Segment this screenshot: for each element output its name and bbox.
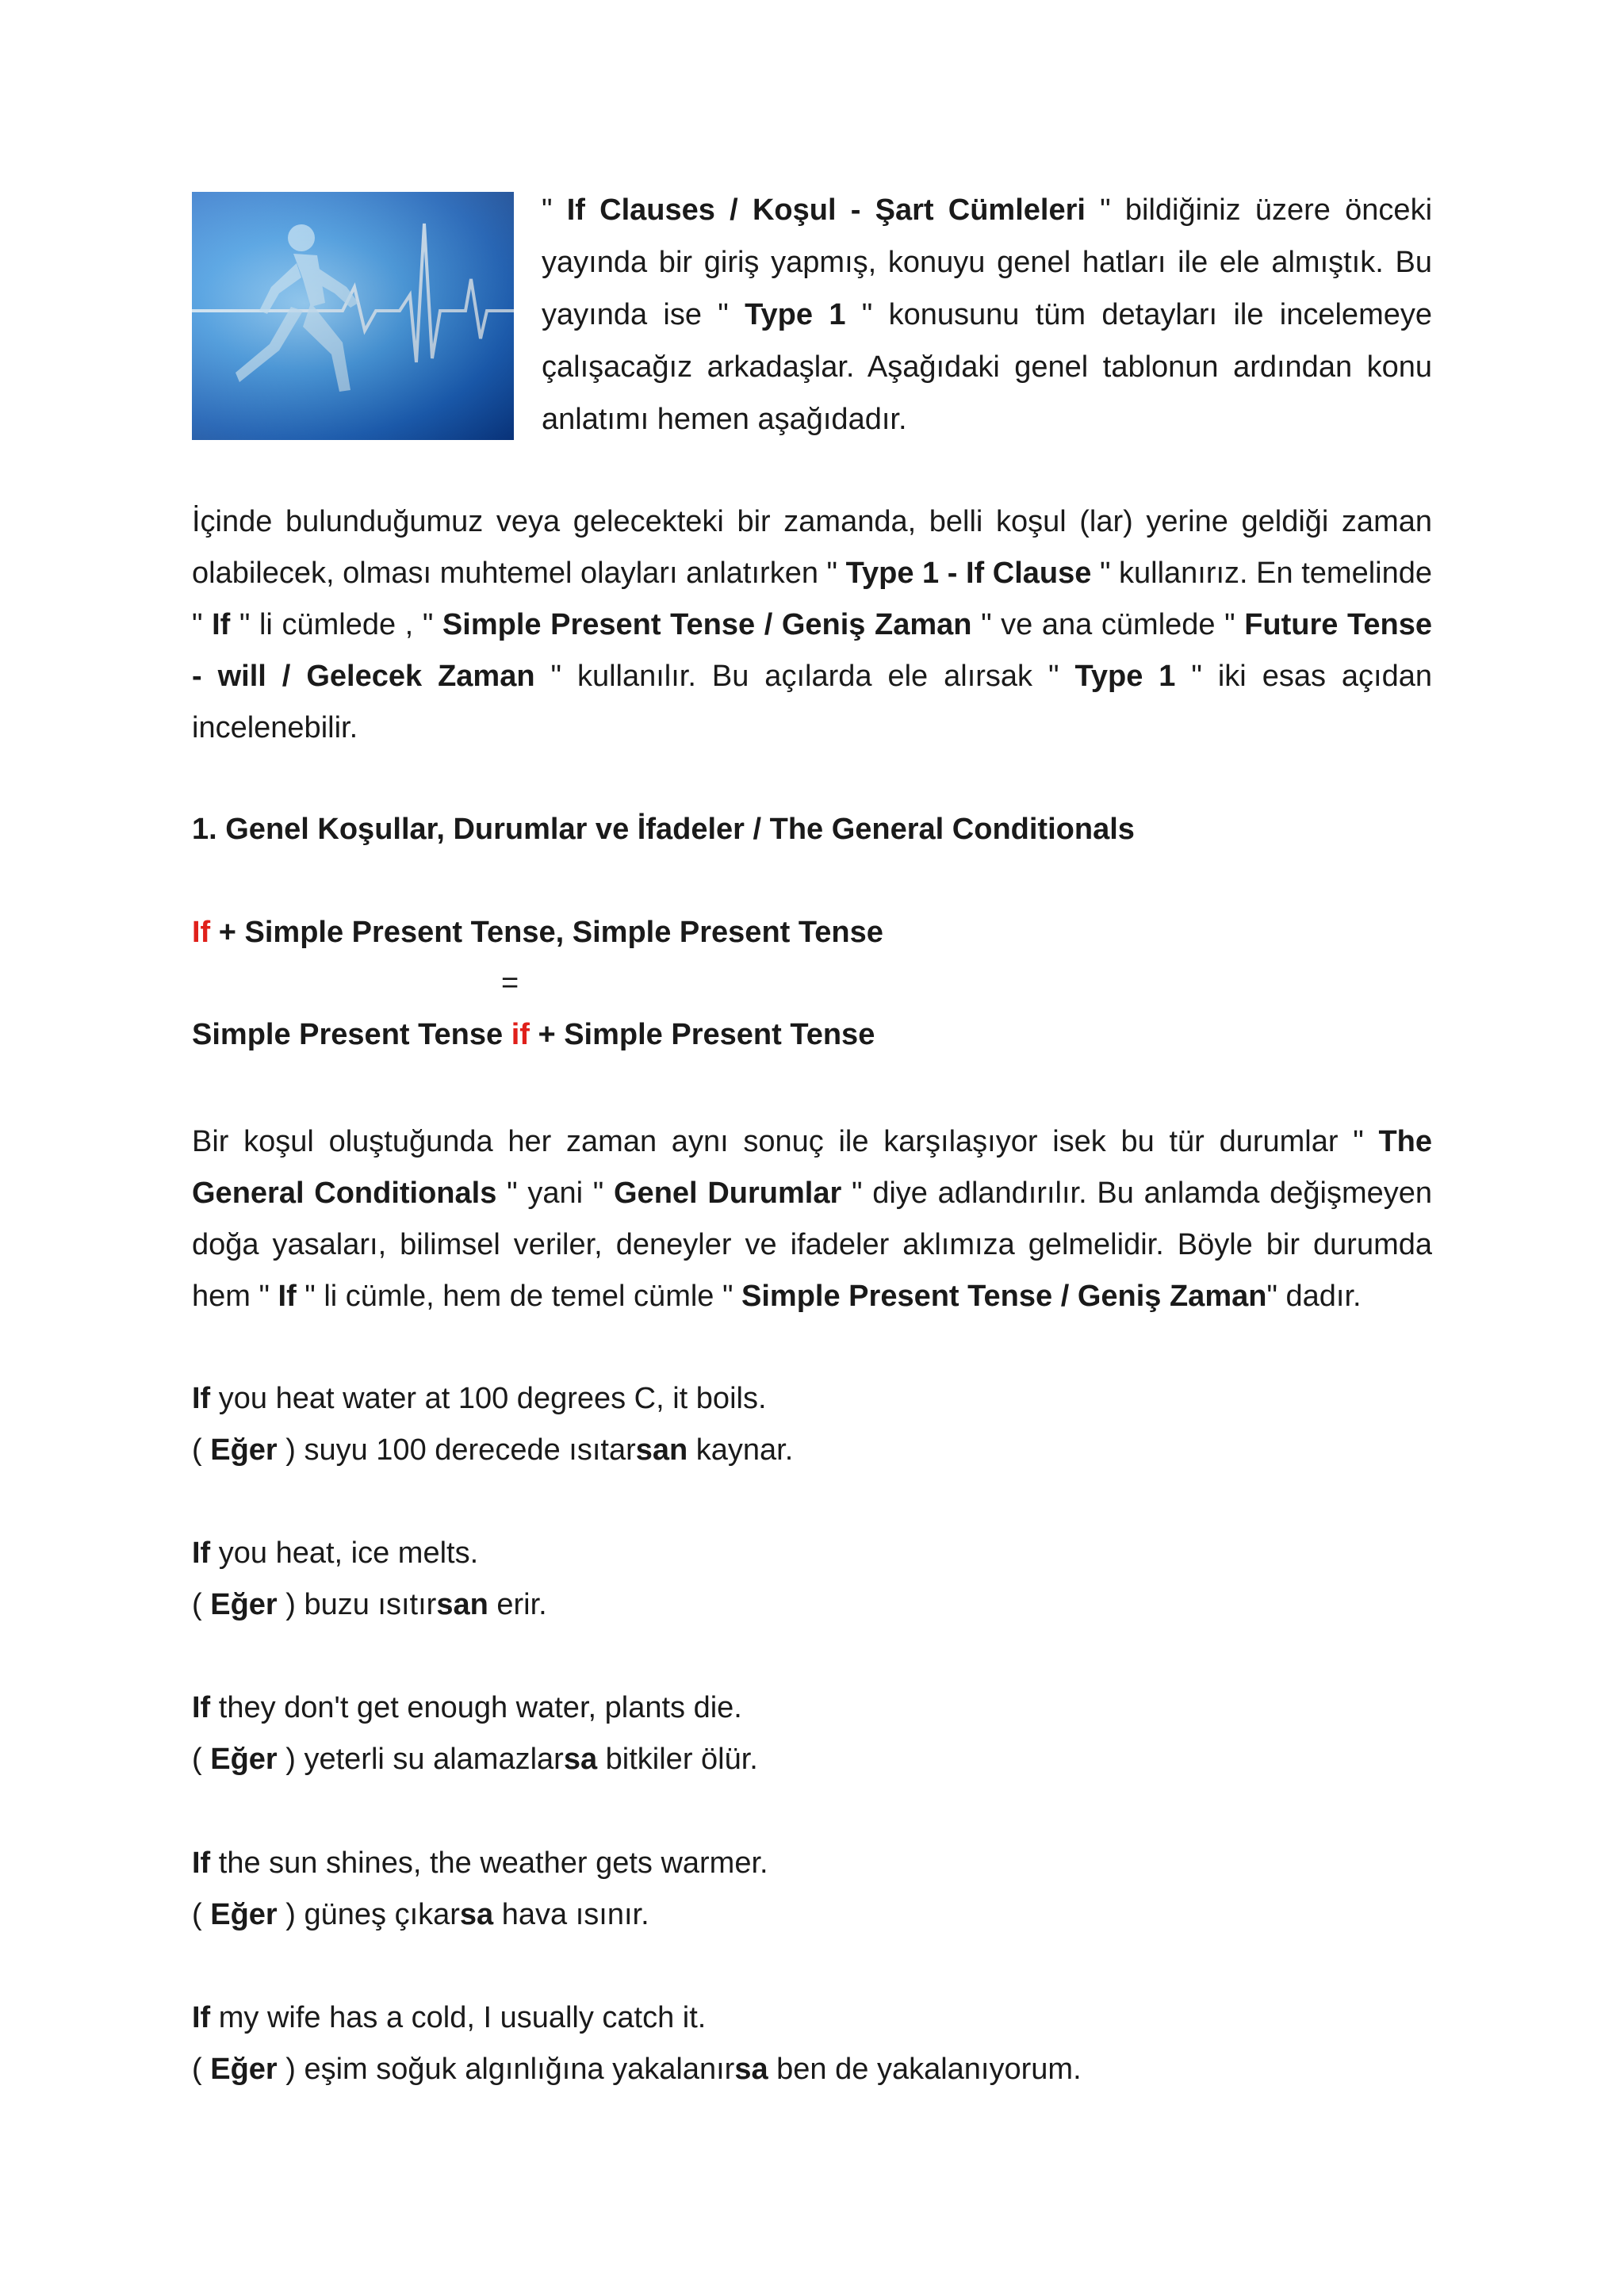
example-sentence: the sun shines, the weather gets warmer. xyxy=(210,1846,768,1880)
translation-text: ) yeterli su alamazlar xyxy=(277,1743,564,1776)
eger-keyword: Eğer xyxy=(210,1433,278,1467)
text-run-bold: Type 1 xyxy=(1074,660,1176,693)
example-3-turkish xyxy=(192,1734,758,1785)
example-sentence: my wife has a cold, I usually catch it. xyxy=(210,2001,707,2034)
if-keyword: If xyxy=(192,1536,211,1570)
equals-sign: = xyxy=(501,966,519,1000)
formula-text: + Simple Present Tense, Simple Present Tense xyxy=(210,916,883,949)
translation-text: ) eşim soğuk algınlığına yakalanır xyxy=(277,2053,735,2086)
formula-text: + Simple Present Tense xyxy=(529,1018,875,1051)
text-run: Bir koşul oluştuğunda her zaman aynı sonuç ile karşılaşıyor isek bu tür durumlar " xyxy=(192,1125,1379,1158)
section-heading-text: 1. Genel Koşullar, Durumlar ve İfadeler / The General Conditionals xyxy=(192,813,1135,846)
formula-line-1 xyxy=(192,907,883,959)
example-4-english xyxy=(192,1838,768,1889)
text-run-bold: Genel Durumlar xyxy=(614,1177,842,1210)
translation-text: ) buzu ısıtır xyxy=(277,1588,437,1621)
text-run-bold: Type 1 xyxy=(745,298,846,331)
text-run: " bildiğiniz üzere önceki yayında bir giriş yapmış, konuyu genel hatları ile ele almıştık. Bu yayında ise " xyxy=(542,193,1433,331)
conditional-suffix: sa xyxy=(734,2053,768,2086)
text-run: " kullanılır. Bu açılarda ele alırsak " xyxy=(534,660,1075,693)
text-run: İçinde bulunduğumuz veya gelecekteki bir zamanda, belli koşul (lar) yerine geldiği zaman olabilecek, olması muhtemel olayları anlatırken " xyxy=(192,505,1432,590)
translation-text: ben de yakalanıyorum. xyxy=(768,2053,1082,2086)
text-run-bold: If xyxy=(278,1280,297,1313)
if-keyword: If xyxy=(192,1382,211,1415)
example-3-english xyxy=(192,1682,742,1734)
eger-keyword: Eğer xyxy=(210,2053,278,2086)
translation-text: ) güneş çıkar xyxy=(277,1898,460,1931)
intro-paragraph xyxy=(542,184,1432,446)
text-run-bold: If Clauses / Koşul - Şart Cümleleri xyxy=(566,193,1086,227)
translation-text: kaynar. xyxy=(688,1433,794,1467)
conditional-suffix: sa xyxy=(459,1898,494,1931)
text-run: " iki esas açıdan incelenebilir. xyxy=(192,660,1433,744)
example-sentence: they don't get enough water, plants die. xyxy=(210,1691,742,1724)
text-run: " diye adlandırılır. Bu anlamda değişmeyen doğa yasaları, bilimsel veriler, deneyler ve ifadeler aklımıza gelmelidir. Böyle bir durumda hem " xyxy=(192,1177,1433,1313)
text-run: " li cümlede , " xyxy=(230,608,442,641)
text-run-bold: Simple Present Tense / Geniş Zaman xyxy=(442,608,972,641)
text-run-bold: If xyxy=(212,608,231,641)
formula-text: Simple Present Tense xyxy=(192,1018,511,1051)
section-heading xyxy=(192,804,1135,855)
translation-text: hava ısınır. xyxy=(493,1898,649,1931)
formula-if-keyword: If xyxy=(192,916,211,949)
if-keyword: If xyxy=(192,1691,211,1724)
paren: ( xyxy=(192,1898,211,1931)
text-run: " kullanırız. En temelinde " xyxy=(192,557,1432,641)
example-2-turkish xyxy=(192,1579,547,1631)
text-run: " ve ana cümlede " xyxy=(971,608,1245,641)
general-conditionals-paragraph xyxy=(192,1116,1432,1322)
formula-line-3 xyxy=(192,1009,875,1061)
example-5-english xyxy=(192,1992,706,2044)
text-run-bold: The General Conditionals xyxy=(192,1125,1432,1210)
paren: ( xyxy=(192,2053,211,2086)
if-keyword: If xyxy=(192,2001,211,2034)
text-run: " xyxy=(542,193,567,227)
conditional-suffix: san xyxy=(635,1433,688,1467)
eger-keyword: Eğer xyxy=(210,1743,278,1776)
text-run-bold: Type 1 - If Clause xyxy=(845,557,1092,590)
text-run-bold: Future Tense - will / Gelecek Zaman xyxy=(192,608,1433,693)
paren: ( xyxy=(192,1743,211,1776)
example-sentence: you heat, ice melts. xyxy=(210,1536,479,1570)
conditional-suffix: sa xyxy=(563,1743,598,1776)
formula-if-keyword: if xyxy=(511,1018,530,1051)
example-5-turkish xyxy=(192,2044,1082,2095)
example-sentence: you heat water at 100 degrees C, it boils. xyxy=(210,1382,767,1415)
type1-description-paragraph xyxy=(192,496,1432,754)
formula-equals xyxy=(501,958,519,1009)
eger-keyword: Eğer xyxy=(210,1898,278,1931)
example-4-turkish xyxy=(192,1889,649,1941)
text-run: " konusunu tüm detayları ile incelemeye çalışacağız arkadaşlar. Aşağıdaki genel tablonun ardından konu anlatımı hemen aşağıdadır. xyxy=(542,298,1432,436)
translation-text: bitkiler ölür. xyxy=(597,1743,758,1776)
paren: ( xyxy=(192,1588,211,1621)
text-run-bold: Simple Present Tense / Geniş Zaman xyxy=(741,1280,1267,1313)
text-run: " yani " xyxy=(496,1177,614,1210)
heartbeat-runner-image xyxy=(192,192,514,440)
example-2-english xyxy=(192,1528,478,1579)
runner-ecg-illustration xyxy=(192,192,514,440)
text-run: " li cümle, hem de temel cümle " xyxy=(296,1280,742,1313)
paren: ( xyxy=(192,1433,211,1467)
translation-text: ) suyu 100 derecede ısıtar xyxy=(277,1433,636,1467)
example-1-turkish xyxy=(192,1425,793,1476)
eger-keyword: Eğer xyxy=(210,1588,278,1621)
if-keyword: If xyxy=(192,1846,211,1880)
text-run: " dadır. xyxy=(1266,1280,1362,1313)
conditional-suffix: san xyxy=(436,1588,488,1621)
translation-text: erir. xyxy=(488,1588,547,1621)
example-1-english xyxy=(192,1373,767,1425)
